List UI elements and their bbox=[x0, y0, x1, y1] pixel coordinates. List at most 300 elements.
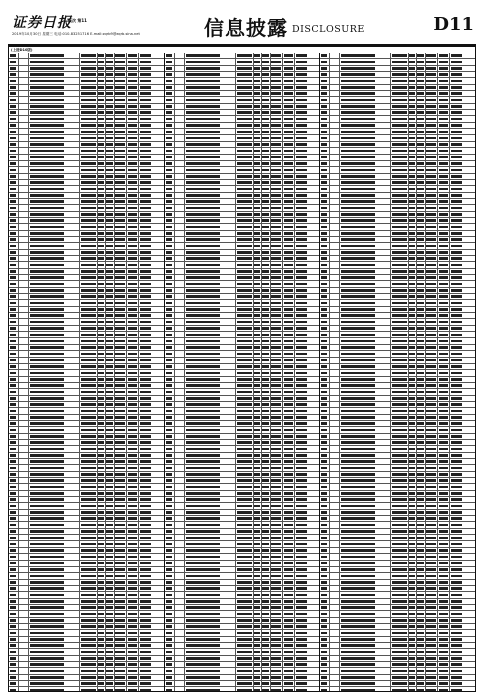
table-cell bbox=[296, 587, 307, 590]
table-cell bbox=[106, 169, 113, 172]
table-cell bbox=[30, 124, 64, 127]
table-cell bbox=[128, 213, 137, 216]
table-cell bbox=[321, 264, 327, 267]
table-cell bbox=[451, 460, 462, 463]
table-cell bbox=[10, 479, 16, 482]
table-cell bbox=[451, 638, 462, 641]
table-cell bbox=[10, 181, 16, 184]
table-cell bbox=[284, 111, 293, 114]
table-cell bbox=[186, 613, 220, 616]
table-cell bbox=[341, 486, 375, 489]
table-cell bbox=[186, 232, 220, 235]
table-cell bbox=[296, 353, 307, 356]
table-cell bbox=[392, 441, 407, 444]
table-cell bbox=[439, 213, 448, 216]
table-cell bbox=[30, 150, 64, 153]
table-cell bbox=[321, 397, 327, 400]
table-cell bbox=[341, 505, 375, 508]
table-cell bbox=[417, 416, 424, 419]
table-cell bbox=[284, 416, 293, 419]
table-cell bbox=[81, 118, 96, 121]
table-cell bbox=[341, 651, 375, 654]
table-cell bbox=[296, 289, 307, 292]
table-cell bbox=[262, 207, 269, 210]
table-cell bbox=[392, 92, 407, 95]
table-cell bbox=[262, 169, 269, 172]
table-cell bbox=[341, 410, 375, 413]
table-cell bbox=[10, 245, 16, 248]
table-cell bbox=[237, 492, 252, 495]
table-cell bbox=[426, 575, 436, 578]
table-cell bbox=[10, 340, 16, 343]
table-cell bbox=[417, 137, 424, 140]
table-cell bbox=[140, 416, 151, 419]
table-cell bbox=[409, 175, 415, 178]
table-cell bbox=[341, 314, 375, 317]
table-cell bbox=[30, 600, 64, 603]
table-cell bbox=[284, 429, 293, 432]
table-cell bbox=[296, 302, 307, 305]
table-cell bbox=[262, 625, 269, 628]
table-cell bbox=[98, 213, 104, 216]
table-cell bbox=[451, 581, 462, 584]
table-cell bbox=[10, 137, 16, 140]
table-cell bbox=[166, 403, 172, 406]
table-cell bbox=[296, 251, 307, 254]
table-cell bbox=[128, 245, 137, 248]
table-cell bbox=[451, 334, 462, 337]
table-cell bbox=[262, 131, 269, 134]
table-cell bbox=[254, 460, 260, 463]
table-cell bbox=[409, 124, 415, 127]
table-cell bbox=[166, 422, 172, 425]
table-cell bbox=[262, 365, 269, 368]
table-cell bbox=[426, 73, 436, 76]
table-cell bbox=[321, 80, 327, 83]
table-cell bbox=[439, 416, 448, 419]
table-cell bbox=[237, 188, 252, 191]
table-cell bbox=[409, 587, 415, 590]
table-cell bbox=[254, 73, 260, 76]
table-cell bbox=[186, 511, 220, 514]
table-cell bbox=[237, 213, 252, 216]
table-cell bbox=[409, 111, 415, 114]
table-cell bbox=[439, 613, 448, 616]
table-cell bbox=[341, 549, 375, 552]
table-cell bbox=[271, 238, 281, 241]
table-cell bbox=[271, 162, 281, 165]
table-cell bbox=[186, 99, 220, 102]
table-cell bbox=[262, 397, 269, 400]
table-cell bbox=[409, 638, 415, 641]
table-cell bbox=[271, 213, 281, 216]
table-cell bbox=[417, 403, 424, 406]
table-cell bbox=[106, 162, 113, 165]
table-cell bbox=[186, 219, 220, 222]
table-cell bbox=[341, 295, 375, 298]
table-cell bbox=[417, 251, 424, 254]
table-cell bbox=[417, 505, 424, 508]
table-cell bbox=[10, 61, 16, 64]
table-cell bbox=[392, 232, 407, 235]
table-cell bbox=[392, 372, 407, 375]
table-cell bbox=[81, 194, 96, 197]
table-cell bbox=[106, 111, 113, 114]
table-cell bbox=[439, 359, 448, 362]
table-cell bbox=[30, 594, 64, 597]
table-cell bbox=[186, 270, 220, 273]
table-cell bbox=[81, 346, 96, 349]
table-cell bbox=[296, 689, 307, 691]
table-cell bbox=[140, 410, 151, 413]
table-cell bbox=[81, 143, 96, 146]
table-cell bbox=[392, 498, 407, 501]
table-cell bbox=[296, 391, 307, 394]
table-cell bbox=[140, 137, 151, 140]
table-cell bbox=[451, 511, 462, 514]
table-cell bbox=[439, 422, 448, 425]
table-cell bbox=[271, 657, 281, 660]
table-cell bbox=[98, 505, 104, 508]
table-cell bbox=[10, 99, 16, 102]
table-cell bbox=[262, 657, 269, 660]
table-cell bbox=[254, 276, 260, 279]
table-cell bbox=[409, 689, 415, 691]
table-cell bbox=[321, 200, 327, 203]
table-cell bbox=[166, 429, 172, 432]
table-cell bbox=[106, 422, 113, 425]
table-cell bbox=[296, 67, 307, 70]
table-cell bbox=[284, 353, 293, 356]
table-cell bbox=[262, 435, 269, 438]
table-cell bbox=[417, 111, 424, 114]
table-cell bbox=[451, 200, 462, 203]
table-cell bbox=[81, 467, 96, 470]
table-cell bbox=[186, 346, 220, 349]
table-cell bbox=[30, 200, 64, 203]
table-cell bbox=[166, 169, 172, 172]
table-cell bbox=[341, 543, 375, 546]
table-cell bbox=[262, 530, 269, 533]
table-cell bbox=[271, 391, 281, 394]
table-cell bbox=[115, 111, 125, 114]
table-cell bbox=[262, 505, 269, 508]
table-cell bbox=[392, 124, 407, 127]
table-cell bbox=[30, 479, 64, 482]
table-cell bbox=[128, 321, 137, 324]
table-cell bbox=[321, 632, 327, 635]
table-cell bbox=[296, 175, 307, 178]
table-cell bbox=[237, 587, 252, 590]
table-cell bbox=[451, 537, 462, 540]
table-cell bbox=[254, 308, 260, 311]
table-cell bbox=[409, 346, 415, 349]
table-cell bbox=[392, 403, 407, 406]
table-cell bbox=[341, 207, 375, 210]
table-cell bbox=[237, 625, 252, 628]
table-cell bbox=[166, 111, 172, 114]
table-cell bbox=[30, 321, 64, 324]
table-cell bbox=[271, 232, 281, 235]
table-cell bbox=[284, 606, 293, 609]
table-cell bbox=[262, 340, 269, 343]
table-cell bbox=[284, 651, 293, 654]
table-cell bbox=[296, 92, 307, 95]
table-cell bbox=[321, 454, 327, 457]
table-cell bbox=[451, 429, 462, 432]
table-cell bbox=[81, 264, 96, 267]
table-cell bbox=[237, 105, 252, 108]
table-cell bbox=[392, 505, 407, 508]
table-cell bbox=[284, 200, 293, 203]
table-cell bbox=[426, 594, 436, 597]
table-cell bbox=[115, 441, 125, 444]
table-cell bbox=[128, 587, 137, 590]
table-cell bbox=[262, 498, 269, 501]
table-cell bbox=[140, 99, 151, 102]
table-cell bbox=[98, 600, 104, 603]
table-cell bbox=[140, 54, 151, 57]
table-cell bbox=[237, 454, 252, 457]
table-cell bbox=[392, 245, 407, 248]
table-cell bbox=[140, 181, 151, 184]
table-cell bbox=[254, 676, 260, 679]
table-cell bbox=[392, 346, 407, 349]
table-cell bbox=[262, 403, 269, 406]
table-cell bbox=[106, 492, 113, 495]
table-cell bbox=[166, 143, 172, 146]
table-cell bbox=[115, 289, 125, 292]
table-cell bbox=[128, 486, 137, 489]
table-cell bbox=[140, 619, 151, 622]
table-cell bbox=[321, 232, 327, 235]
table-cell bbox=[186, 194, 220, 197]
table-cell bbox=[115, 416, 125, 419]
table-cell bbox=[417, 346, 424, 349]
table-cell bbox=[186, 606, 220, 609]
table-cell bbox=[10, 327, 16, 330]
table-cell bbox=[128, 124, 137, 127]
table-cell bbox=[262, 473, 269, 476]
table-cell bbox=[30, 568, 64, 571]
table-cell bbox=[166, 207, 172, 210]
table-cell bbox=[271, 429, 281, 432]
table-cell bbox=[284, 213, 293, 216]
table-cell bbox=[140, 505, 151, 508]
table-cell bbox=[30, 308, 64, 311]
table-cell bbox=[439, 308, 448, 311]
table-cell bbox=[30, 422, 64, 425]
table-cell bbox=[128, 562, 137, 565]
table-cell bbox=[451, 498, 462, 501]
table-cell bbox=[439, 276, 448, 279]
table-cell bbox=[341, 86, 375, 89]
table-cell bbox=[271, 473, 281, 476]
table-cell bbox=[409, 435, 415, 438]
table-cell bbox=[115, 226, 125, 229]
table-cell bbox=[30, 118, 64, 121]
table-cell bbox=[140, 194, 151, 197]
table-cell bbox=[417, 232, 424, 235]
table-cell bbox=[426, 613, 436, 616]
table-cell bbox=[271, 568, 281, 571]
table-cell bbox=[106, 549, 113, 552]
table-cell bbox=[106, 397, 113, 400]
table-cell bbox=[439, 143, 448, 146]
table-cell bbox=[262, 410, 269, 413]
table-column bbox=[320, 53, 475, 691]
table-cell bbox=[284, 61, 293, 64]
table-cell bbox=[237, 397, 252, 400]
table-cell bbox=[128, 137, 137, 140]
table-cell bbox=[81, 486, 96, 489]
table-cell bbox=[140, 625, 151, 628]
table-cell bbox=[81, 556, 96, 559]
table-cell bbox=[186, 54, 220, 57]
table-cell bbox=[451, 644, 462, 647]
table-cell bbox=[30, 73, 64, 76]
table-cell bbox=[451, 524, 462, 527]
newspaper-logo: 证券日报 bbox=[12, 15, 72, 31]
table-cell bbox=[254, 200, 260, 203]
table-cell bbox=[106, 372, 113, 375]
table-cell bbox=[10, 391, 16, 394]
table-cell bbox=[30, 365, 64, 368]
table-cell bbox=[30, 213, 64, 216]
table-cell bbox=[417, 162, 424, 165]
table-cell bbox=[30, 105, 64, 108]
table-cell bbox=[426, 251, 436, 254]
table-cell bbox=[254, 581, 260, 584]
table-cell bbox=[115, 156, 125, 159]
table-cell bbox=[81, 575, 96, 578]
table-cell bbox=[451, 505, 462, 508]
table-cell bbox=[439, 340, 448, 343]
table-cell bbox=[321, 498, 327, 501]
table-cell bbox=[392, 568, 407, 571]
table-cell bbox=[392, 61, 407, 64]
table-cell bbox=[140, 435, 151, 438]
table-cell bbox=[426, 492, 436, 495]
table-cell bbox=[321, 657, 327, 660]
table-cell bbox=[392, 289, 407, 292]
table-cell bbox=[254, 689, 260, 691]
table-cell bbox=[128, 530, 137, 533]
dateline: 2019年10月30日 星期三 电话:010-83251716 E-mail:zqrb9@zqrb.sina.net bbox=[12, 32, 140, 36]
table-cell bbox=[115, 575, 125, 578]
table-cell bbox=[409, 131, 415, 134]
table-cell bbox=[417, 517, 424, 520]
table-cell bbox=[409, 524, 415, 527]
table-cell bbox=[321, 613, 327, 616]
table-cell bbox=[254, 289, 260, 292]
table-cell bbox=[81, 663, 96, 666]
table-cell bbox=[115, 327, 125, 330]
table-cell bbox=[186, 460, 220, 463]
table-cell bbox=[392, 137, 407, 140]
table-cell bbox=[115, 162, 125, 165]
table-cell bbox=[262, 511, 269, 514]
table-cell bbox=[140, 175, 151, 178]
table-row bbox=[9, 687, 164, 691]
table-cell bbox=[166, 505, 172, 508]
section-subtitle: DISCLOSURE bbox=[292, 24, 365, 35]
table-cell bbox=[271, 283, 281, 286]
table-cell bbox=[296, 410, 307, 413]
table-cell bbox=[186, 549, 220, 552]
table-cell bbox=[426, 600, 436, 603]
table-cell bbox=[140, 245, 151, 248]
table-cell bbox=[439, 54, 448, 57]
table-cell bbox=[106, 175, 113, 178]
table-cell bbox=[341, 613, 375, 616]
table-cell bbox=[451, 283, 462, 286]
table-cell bbox=[439, 657, 448, 660]
table-cell bbox=[296, 397, 307, 400]
table-cell bbox=[439, 73, 448, 76]
table-cell bbox=[186, 568, 220, 571]
table-cell bbox=[262, 111, 269, 114]
table-cell bbox=[166, 80, 172, 83]
table-cell bbox=[341, 175, 375, 178]
table-cell bbox=[237, 353, 252, 356]
table-cell bbox=[321, 226, 327, 229]
table-cell bbox=[98, 270, 104, 273]
table-cell bbox=[81, 435, 96, 438]
table-cell bbox=[426, 137, 436, 140]
table-cell bbox=[166, 283, 172, 286]
table-cell bbox=[10, 460, 16, 463]
table-cell bbox=[321, 422, 327, 425]
table-cell bbox=[140, 587, 151, 590]
table-cell bbox=[186, 353, 220, 356]
table-cell bbox=[98, 454, 104, 457]
table-cell bbox=[426, 238, 436, 241]
table-cell bbox=[271, 54, 281, 57]
table-cell bbox=[254, 587, 260, 590]
table-cell bbox=[321, 124, 327, 127]
table-cell bbox=[439, 467, 448, 470]
table-cell bbox=[439, 61, 448, 64]
table-cell bbox=[409, 581, 415, 584]
table-cell bbox=[166, 384, 172, 387]
table-cell bbox=[262, 676, 269, 679]
table-cell bbox=[341, 441, 375, 444]
table-cell bbox=[30, 651, 64, 654]
table-cell bbox=[451, 302, 462, 305]
table-cell bbox=[341, 460, 375, 463]
table-cell bbox=[10, 213, 16, 216]
table-cell bbox=[115, 454, 125, 457]
table-cell bbox=[409, 530, 415, 533]
table-cell bbox=[106, 460, 113, 463]
table-cell bbox=[98, 581, 104, 584]
table-cell bbox=[451, 289, 462, 292]
table-cell bbox=[115, 613, 125, 616]
table-cell bbox=[237, 264, 252, 267]
table-cell bbox=[439, 670, 448, 673]
table-cell bbox=[262, 378, 269, 381]
table-cell bbox=[186, 321, 220, 324]
table-cell bbox=[409, 365, 415, 368]
table-cell bbox=[392, 384, 407, 387]
table-cell bbox=[321, 600, 327, 603]
table-cell bbox=[30, 92, 64, 95]
table-cell bbox=[186, 162, 220, 165]
table-cell bbox=[128, 575, 137, 578]
table-cell bbox=[115, 568, 125, 571]
table-cell bbox=[271, 651, 281, 654]
